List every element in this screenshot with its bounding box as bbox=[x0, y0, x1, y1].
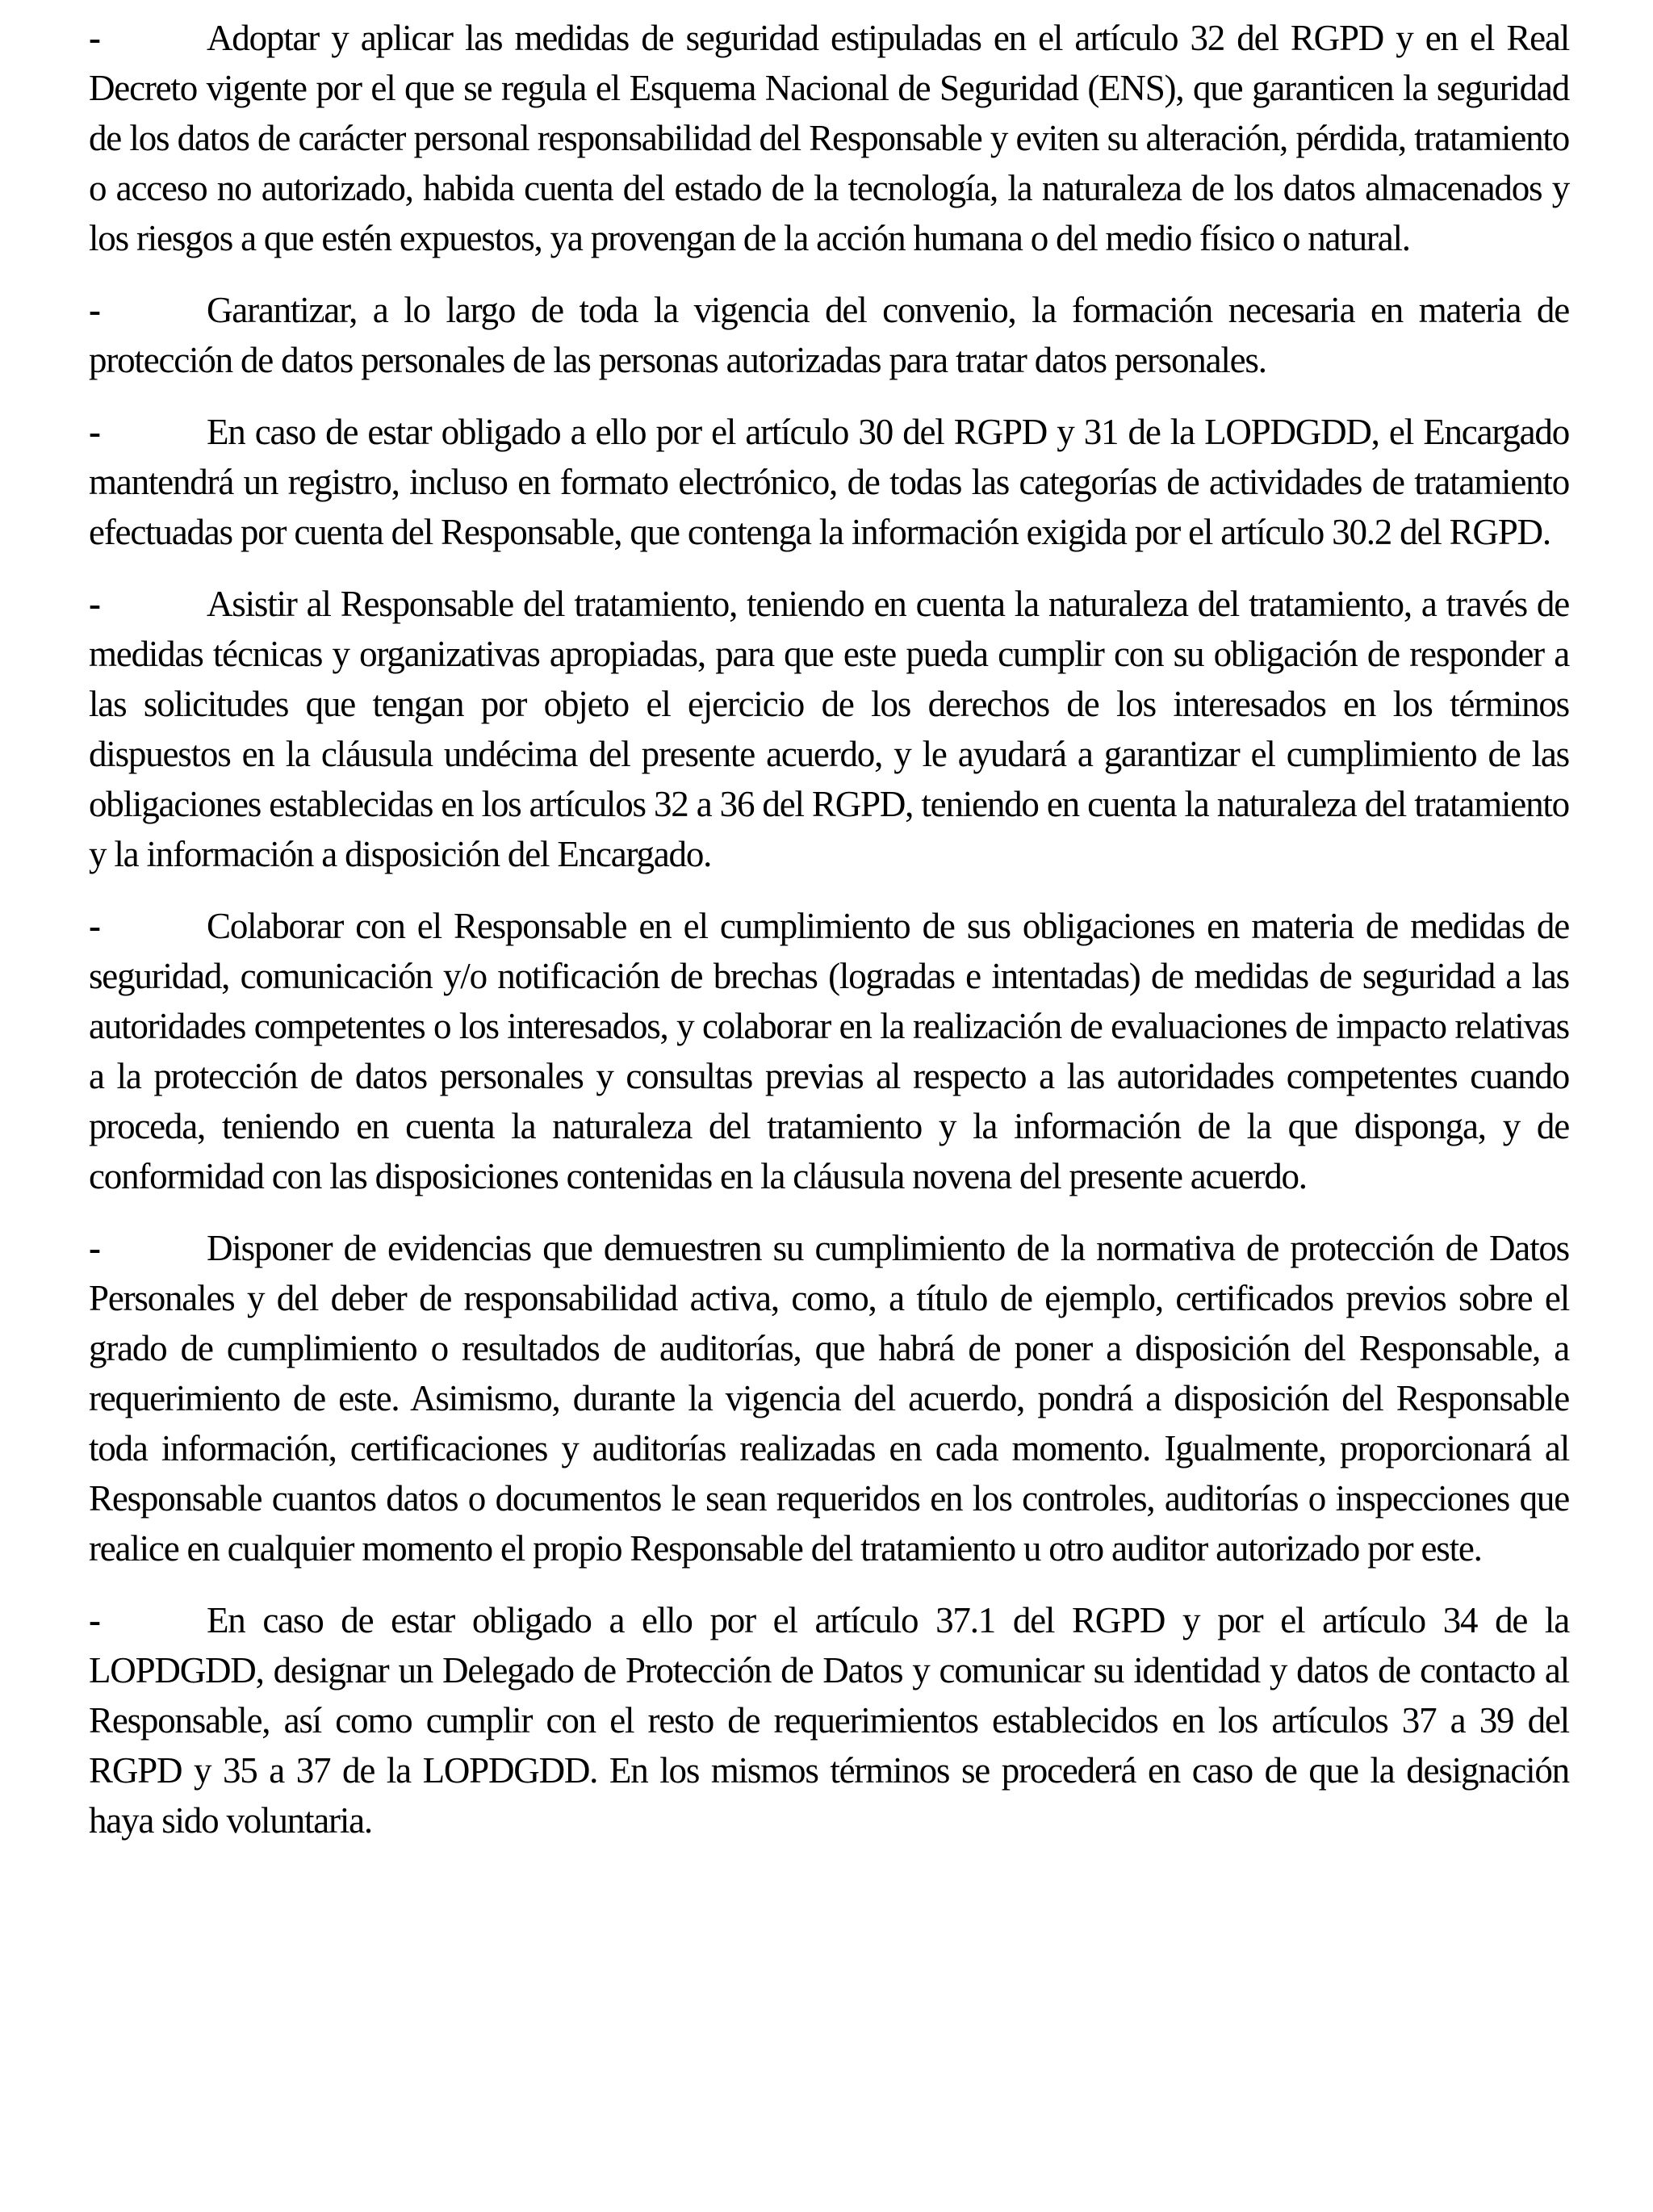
paragraph-text: Garantizar, a lo largo de toda la vigencia del convenio, la formación necesaria en materia de protección de datos personales de las personas autorizadas para tratar datos personales. bbox=[89, 290, 1569, 380]
bullet-dash: - bbox=[89, 906, 101, 946]
bullet-paragraph bbox=[89, 1595, 1569, 1845]
paragraph-text: Colaborar con el Responsable en el cumplimiento de sus obligaciones en materia de medidas de seguridad, comunicación y/o notificación de brechas (logradas e intentadas) de medidas de seguridad a las autoridades competentes o los interesados, y colaborar en la realización de evaluaciones de impacto relativas a la protección de datos personales y consultas previas al respecto a las autoridades competentes cuando proceda, teniendo en cuenta la naturaleza del tratamiento y la información de la que disponga, y de conformidad con las disposiciones contenidas en la cláusula novena del presente acuerdo. bbox=[89, 906, 1569, 1196]
bullet-paragraph bbox=[89, 901, 1569, 1201]
paragraph-text: En caso de estar obligado a ello por el artículo 37.1 del RGPD y por el artículo 34 de la LOPDGDD, designar un Delegado de Protección de Datos y comunicar su identidad y datos de contacto al Responsable, así como cumplir con el resto de requerimientos establecidos en los artículos 37 a 39 del RGPD y 35 a 37 de la LOPDGDD. En los mismos términos se procederá en caso de que la designación haya sido voluntaria. bbox=[89, 1600, 1569, 1841]
bullet-paragraph bbox=[89, 1223, 1569, 1573]
bullet-dash: - bbox=[89, 18, 101, 58]
bullet-dash: - bbox=[89, 1228, 101, 1268]
bullet-paragraph bbox=[89, 407, 1569, 557]
bullet-dash: - bbox=[89, 412, 101, 452]
bullet-dash: - bbox=[89, 1600, 101, 1640]
bullet-paragraph bbox=[89, 13, 1569, 263]
paragraph-text: Disponer de evidencias que demuestren su cumplimiento de la normativa de protección de Datos Personales y del deber de responsabilidad activa, como, a título de ejemplo, certificados previos sobre el grado de cumplimiento o resultados de auditorías, que habrá de poner a disposición del Responsable, a requerimiento de este. Asimismo, durante la vigencia del acuerdo, pondrá a disposición del Responsable toda información, certificaciones y auditorías realizadas en cada momento. Igualmente, proporcionará al Responsable cuantos datos o documentos le sean requeridos en los controles, auditorías o inspecciones que realice en cualquier momento el propio Responsable del tratamiento u otro auditor autorizado por este. bbox=[89, 1228, 1569, 1569]
bullet-dash: - bbox=[89, 584, 101, 624]
paragraph-text: Asistir al Responsable del tratamiento, teniendo en cuenta la naturaleza del tratamiento, a través de medidas técnicas y organizativas apropiadas, para que este pueda cumplir con su obligación de responder a las solicitudes que tengan por objeto el ejercicio de los derechos de los interesados en los términos dispuestos en la cláusula undécima del presente acuerdo, y le ayudará a garantizar el cumplimiento de las obligaciones establecidas en los artículos 32 a 36 del RGPD, teniendo en cuenta la naturaleza del tratamiento y la información a disposición del Encargado. bbox=[89, 584, 1569, 874]
bullet-dash: - bbox=[89, 290, 101, 330]
paragraph-text: En caso de estar obligado a ello por el artículo 30 del RGPD y 31 de la LOPDGDD, el Encargado mantendrá un registro, incluso en formato electrónico, de todas las categorías de actividades de tratamiento efectuadas por cuenta del Responsable, que contenga la información exigida por el artículo 30.2 del RGPD. bbox=[89, 412, 1569, 552]
bullet-paragraph bbox=[89, 579, 1569, 879]
bullet-paragraph bbox=[89, 285, 1569, 385]
paragraph-text: Adoptar y aplicar las medidas de seguridad estipuladas en el artículo 32 del RGPD y en el Real Decreto vigente por el que se regula el Esquema Nacional de Seguridad (ENS), que garanticen la seguridad de los datos de carácter personal responsabilidad del Responsable y eviten su alteración, pérdida, tratamiento o acceso no autorizado, habida cuenta del estado de la tecnología, la naturaleza de los datos almacenados y los riesgos a que estén expuestos, ya provengan de la acción humana o del medio físico o natural. bbox=[89, 18, 1569, 258]
